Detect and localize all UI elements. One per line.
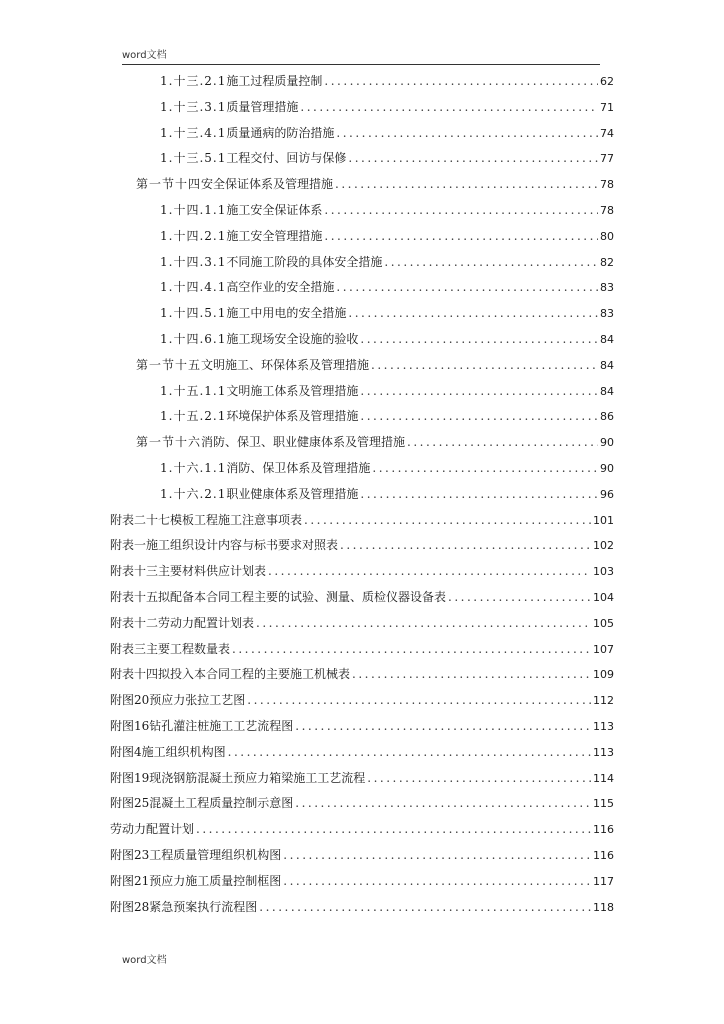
toc-entry-title: 附表十五拟配备本合同工程主要的试验、测量、质检仪器设备表 [110,590,447,604]
toc-entry-title: 施工中用电的安全措施 [226,306,347,321]
toc-entry-page: 90 [600,436,614,450]
toc-entry-title: 消防、保卫、职业健康体系及管理措施 [201,435,406,450]
toc-entry-number: 1.十四.5.1 [160,306,227,321]
toc-entry-page: 103 [593,565,614,579]
toc-entry[interactable] [160,147,614,169]
toc-entry[interactable] [110,586,614,608]
toc-leader-dots [295,715,591,737]
toc-leader-dots [348,147,598,169]
toc-entry-number: 第一节十六 [136,435,202,450]
toc-entry-page: 62 [600,75,614,88]
toc-entry[interactable] [110,844,614,866]
toc-leader-dots [295,792,591,814]
toc-entry-title: 附图23工程质量管理组织机构图 [110,848,282,862]
toc-entry-title: 施工现场安全设施的验收 [226,332,359,346]
toc-entry[interactable] [110,612,614,634]
toc-entry-title: 工程交付、回访与保修 [226,151,347,166]
toc-entry-number: 1.十三.2.1 [160,74,227,88]
toc-entry-page: 83 [600,307,614,321]
toc-entry-title: 质量管理措施 [226,99,299,114]
toc-leader-dots [360,483,598,505]
toc-entry-title: 附图28紧急预案执行流程图 [110,899,258,914]
toc-entry[interactable] [110,715,614,737]
toc-entry[interactable] [160,302,614,324]
toc-leader-dots [304,509,591,531]
toc-leader-dots [268,560,591,582]
toc-leader-dots [372,457,598,479]
toc-entry[interactable] [110,534,614,556]
toc-entry-page: 102 [593,539,614,553]
toc-entry-page: 113 [593,720,614,733]
toc-leader-dots [360,405,598,427]
toc-entry-title: 附图16钻孔灌注桩施工工艺流程图 [110,719,294,733]
toc-entry-number: 1.十四.6.1 [160,332,227,346]
toc-entry-number: 第一节十四 [136,177,202,192]
toc-entry-page: 109 [593,668,614,682]
toc-entry-page: 84 [600,333,614,346]
toc-leader-dots [335,173,598,195]
toc-entry-title: 附图20预应力张拉工艺图 [110,693,246,708]
toc-entry-page: 78 [600,178,614,192]
toc-entry-page: 83 [600,281,614,295]
toc-entry-number: 第一节十五 [136,357,202,372]
toc-leader-dots [300,96,598,118]
toc-entry-page: 117 [593,874,614,888]
toc-leader-dots [371,354,598,376]
toc-entry-title: 附图19现浇钢筋混凝土预应力箱梁施工工艺流程 [110,770,366,785]
toc-entry-title: 附表二十七模板工程施工注意事项表 [110,512,303,527]
toc-leader-dots [247,689,591,711]
toc-entry[interactable] [110,896,614,918]
toc-leader-dots [336,122,598,144]
toc-entry-page: 114 [593,771,614,785]
toc-leader-dots [348,302,598,324]
toc-entry-page: 90 [600,462,614,475]
toc-entry[interactable] [110,870,614,892]
toc-leader-dots [384,251,598,273]
toc-entry[interactable] [160,328,614,350]
toc-leader-dots [360,380,598,402]
toc-entry[interactable] [160,70,614,92]
toc-entry-title: 安全保证体系及管理措施 [201,177,334,192]
toc-entry-title: 附图25混凝土工程质量控制示意图 [110,796,294,811]
toc-leader-dots [228,741,591,763]
toc-entry-title: 附表一施工组织设计内容与标书要求对照表 [110,538,339,553]
toc-entry[interactable] [110,560,614,582]
page-footer: word文档 [122,955,167,966]
toc-entry[interactable] [136,431,614,453]
toc-entry[interactable] [160,96,614,118]
toc-entry[interactable] [160,457,614,479]
toc-entry[interactable] [160,225,614,247]
toc-entry[interactable] [160,276,614,298]
toc-entry-number: 1.十四.4.1 [160,280,227,295]
toc-entry-title: 不同施工阶段的具体安全措施 [226,254,383,269]
toc-entry-page: 84 [600,358,614,372]
toc-entry-number: 1.十三.4.1 [160,125,227,140]
toc-entry[interactable] [160,122,614,144]
toc-entry-title: 高空作业的安全措施 [226,280,335,295]
toc-entry-title: 附图21预应力施工质量控制框图 [110,873,282,888]
toc-leader-dots [324,70,598,92]
toc-entry-title: 附表十四拟投入本合同工程的主要施工机械表 [110,667,351,682]
toc-entry[interactable] [110,638,614,660]
toc-entry-page: 86 [600,410,614,424]
toc-leader-dots [196,818,591,840]
toc-entry-title: 附表十二劳动力配置计划表 [110,615,255,630]
toc-entry[interactable] [136,173,614,195]
toc-entry-page: 107 [593,642,614,656]
toc-entry[interactable] [160,380,614,402]
toc-entry-title: 文明施工、环保体系及管理措施 [201,357,370,372]
toc-entry-page: 96 [600,487,614,501]
toc-leader-dots [232,638,591,660]
toc-entry[interactable] [110,663,614,685]
toc-entry-number: 1.十五.2.1 [160,409,227,424]
toc-leader-dots [324,199,598,221]
toc-entry-number: 1.十五.1.1 [160,383,227,398]
toc-entry-title: 职业健康体系及管理措施 [226,486,359,501]
toc-entry-page: 78 [600,204,614,217]
toc-entry-title: 附图4施工组织机构图 [110,744,226,759]
toc-entry-number: 1.十四.3.1 [160,254,227,269]
toc-entry-page: 84 [600,384,614,398]
toc-entry-title: 施工安全管理措施 [226,228,323,243]
toc-entry[interactable] [110,767,614,789]
toc-entry-title: 文明施工体系及管理措施 [226,383,359,398]
toc-entry[interactable] [160,483,614,505]
toc-leader-dots [336,276,598,298]
toc-entry-title: 施工安全保证体系 [226,203,323,217]
toc-entry[interactable] [110,689,614,711]
toc-entry-title: 环境保护体系及管理措施 [226,409,359,424]
toc-entry-number: 1.十六.1.1 [160,461,227,475]
toc-entry-page: 104 [593,591,614,604]
toc-leader-dots [283,844,591,866]
toc-leader-dots [340,534,591,556]
toc-entry-title: 附表三主要工程数量表 [110,641,231,656]
toc-entry-page: 77 [600,152,614,166]
toc-leader-dots [448,586,591,608]
toc-entry-title: 消防、保卫体系及管理措施 [226,461,371,475]
toc-entry-page: 116 [593,849,614,862]
toc-leader-dots [407,431,598,453]
toc-entry-page: 82 [600,255,614,269]
toc-entry-number: 1.十六.2.1 [160,486,227,501]
page-header: word文档 [122,50,600,65]
toc-leader-dots [367,767,591,789]
toc-entry-number: 1.十三.3.1 [160,99,227,114]
toc-entry-title: 施工过程质量控制 [226,74,323,88]
toc-entry-number: 1.十四.2.1 [160,228,227,243]
toc-leader-dots [352,663,591,685]
toc-entry[interactable] [110,818,614,840]
toc-entry[interactable] [110,509,614,531]
toc-entry-page: 112 [593,694,614,708]
toc-entry[interactable] [136,354,614,376]
toc-leader-dots [256,612,591,634]
toc-entry-page: 115 [593,797,614,811]
toc-entry-page: 101 [593,513,614,527]
toc-entry[interactable] [160,405,614,427]
toc-entry-page: 105 [593,616,614,630]
toc-entry-title: 劳动力配置计划 [110,822,195,837]
toc-leader-dots [259,896,591,918]
toc-entry-page: 71 [600,100,614,114]
toc-entry-number: 1.十三.5.1 [160,151,227,166]
toc-entry-page: 113 [593,745,614,759]
toc-entry-number: 1.十四.1.1 [160,203,227,217]
toc-leader-dots [324,225,598,247]
toc-entry-title: 附表十三主要材料供应计划表 [110,564,267,579]
toc-entry[interactable] [160,251,614,273]
toc-leader-dots [283,870,591,892]
toc-entry-page: 118 [593,900,614,914]
toc-entry[interactable] [110,792,614,814]
toc-entry-page: 74 [600,126,614,140]
toc-entry-title: 质量通病的防治措施 [226,125,335,140]
toc-entry-page: 80 [600,229,614,243]
toc-leader-dots [360,328,598,350]
toc-entry[interactable] [110,741,614,763]
toc-entry[interactable] [160,199,614,221]
toc-entry-page: 116 [593,823,614,837]
